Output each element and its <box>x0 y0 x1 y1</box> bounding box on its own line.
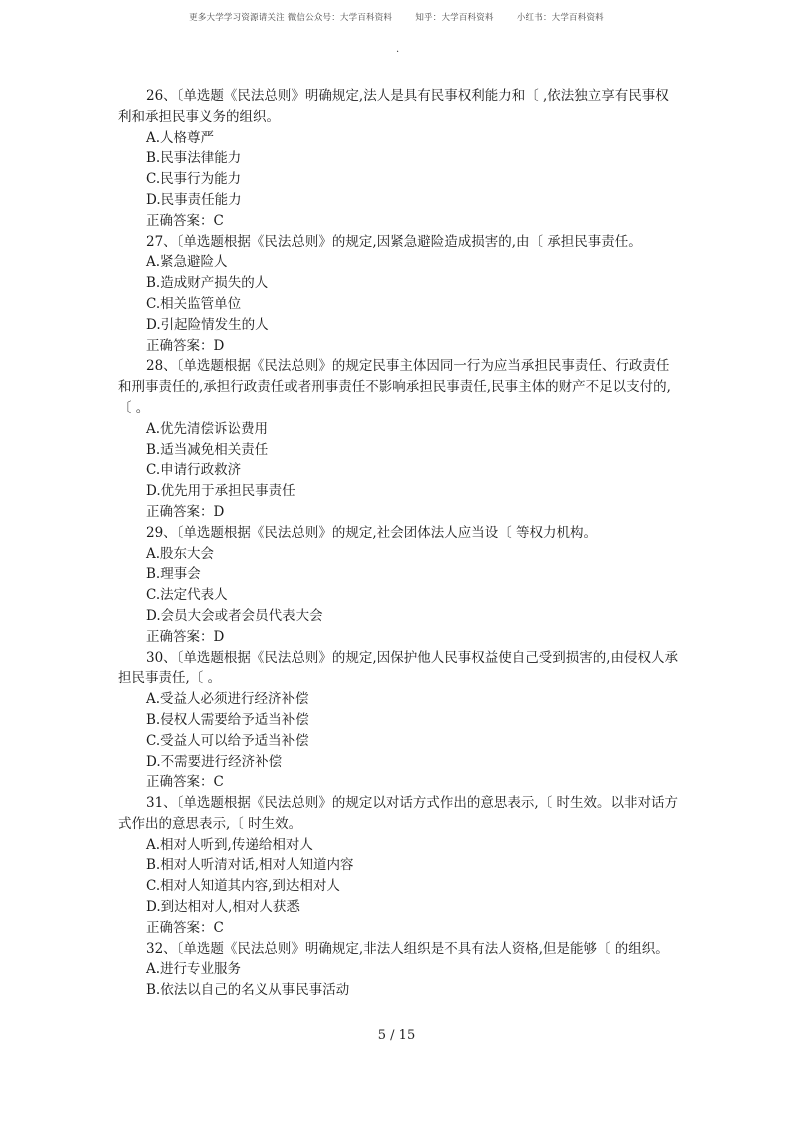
option-d: D.引起险情发生的人 <box>146 316 269 333</box>
question-31 <box>118 793 680 939</box>
option-d: D.到达相对人,相对人获悉 <box>146 899 300 916</box>
correct-answer: 正确答案：D <box>146 337 225 354</box>
question-stem: 31、〔单选题根据《民法总则》的规定以对话方式作出的意思表示,〔 时生效。以非对话方式作出的意思表示,〔 时生效。 <box>118 795 679 832</box>
option-c: C.相关监管单位 <box>146 295 242 312</box>
question-30 <box>118 648 680 794</box>
option-a: A.人格尊严 <box>146 129 215 146</box>
question-list <box>118 86 680 1001</box>
option-b: B.理事会 <box>146 566 201 583</box>
correct-answer: 正确答案：D <box>146 503 225 520</box>
correct-answer: 正确答案：C <box>146 212 224 229</box>
question-stem: 32、〔单选题《民法总则》明确规定,非法人组织是不具有法人资格,但是能够〔 的组织。 <box>146 940 669 957</box>
question-stem: 29、〔单选题根据《民法总则》的规定,社会团体法人应当设〔 等权力机构。 <box>146 524 598 541</box>
option-d: D.会员大会或者会员代表大会 <box>146 607 323 624</box>
option-b: B.依法以自己的名义从事民事活动 <box>146 982 350 999</box>
question-26 <box>118 86 680 232</box>
option-b: B.造成财产损失的人 <box>146 275 269 292</box>
question-stem: 27、〔单选题根据《民法总则》的规定,因紧急避险造成损害的,由〔 承担民事责任。 <box>146 233 642 250</box>
option-d: D.优先用于承担民事责任 <box>146 483 296 500</box>
question-27 <box>118 232 680 357</box>
correct-answer: 正确答案：C <box>146 774 224 791</box>
option-c: C.法定代表人 <box>146 587 228 604</box>
option-a: A.优先清偿诉讼费用 <box>146 420 269 437</box>
correct-answer: 正确答案：C <box>146 919 224 936</box>
option-c: C.民事行为能力 <box>146 171 242 188</box>
option-c: C.相对人知道其内容,到达相对人 <box>146 878 340 895</box>
option-d: D.不需要进行经济补偿 <box>146 753 283 770</box>
option-c: C.受益人可以给予适当补偿 <box>146 732 309 749</box>
option-a: A.股东大会 <box>146 545 215 562</box>
question-28 <box>118 356 680 522</box>
option-b: B.相对人听清对话,相对人知道内容 <box>146 857 354 874</box>
question-stem: 30、〔单选题根据《民法总则》的规定,因保护他人民事权益使自己受到损害的,由侵权人承担民事责任,〔 。 <box>118 649 679 687</box>
page-number: 5 / 15 <box>377 1028 416 1043</box>
question-32 <box>118 939 680 1001</box>
option-a: A.受益人必须进行经济补偿 <box>146 691 309 708</box>
question-29 <box>118 523 680 648</box>
option-d: D.民事责任能力 <box>146 191 242 208</box>
question-stem: 26、〔单选题《民法总则》明确规定,法人是具有民事权利能力和〔 ,依法独立享有民事权利和承担民事义务的组织。 <box>118 88 669 125</box>
option-b: B.适当减免相关责任 <box>146 441 269 458</box>
option-a: A.进行专业服务 <box>146 961 242 978</box>
option-b: B.侵权人需要给予适当补偿 <box>146 711 309 728</box>
option-b: B.民事法律能力 <box>146 150 242 167</box>
correct-answer: 正确答案：D <box>146 628 225 645</box>
page-header: 更多大学学习资源请关注 微信公众号：大学百科资料 知乎：大学百科资料 小红书：大学百科资料 <box>189 13 604 23</box>
question-stem: 28、〔单选题根据《民法总则》的规定民事主体因同一行为应当承担民事责任、行政责任和刑事责任的,承担行政责任或者刑事责任不影响承担民事责任,民事主体的财产不足以支付的,〔 。 <box>118 358 671 416</box>
option-c: C.申请行政救济 <box>146 462 242 479</box>
option-a: A.相对人听到,传递给相对人 <box>146 836 313 853</box>
option-a: A.紧急避险人 <box>146 254 228 271</box>
header-dot: . <box>396 44 400 55</box>
